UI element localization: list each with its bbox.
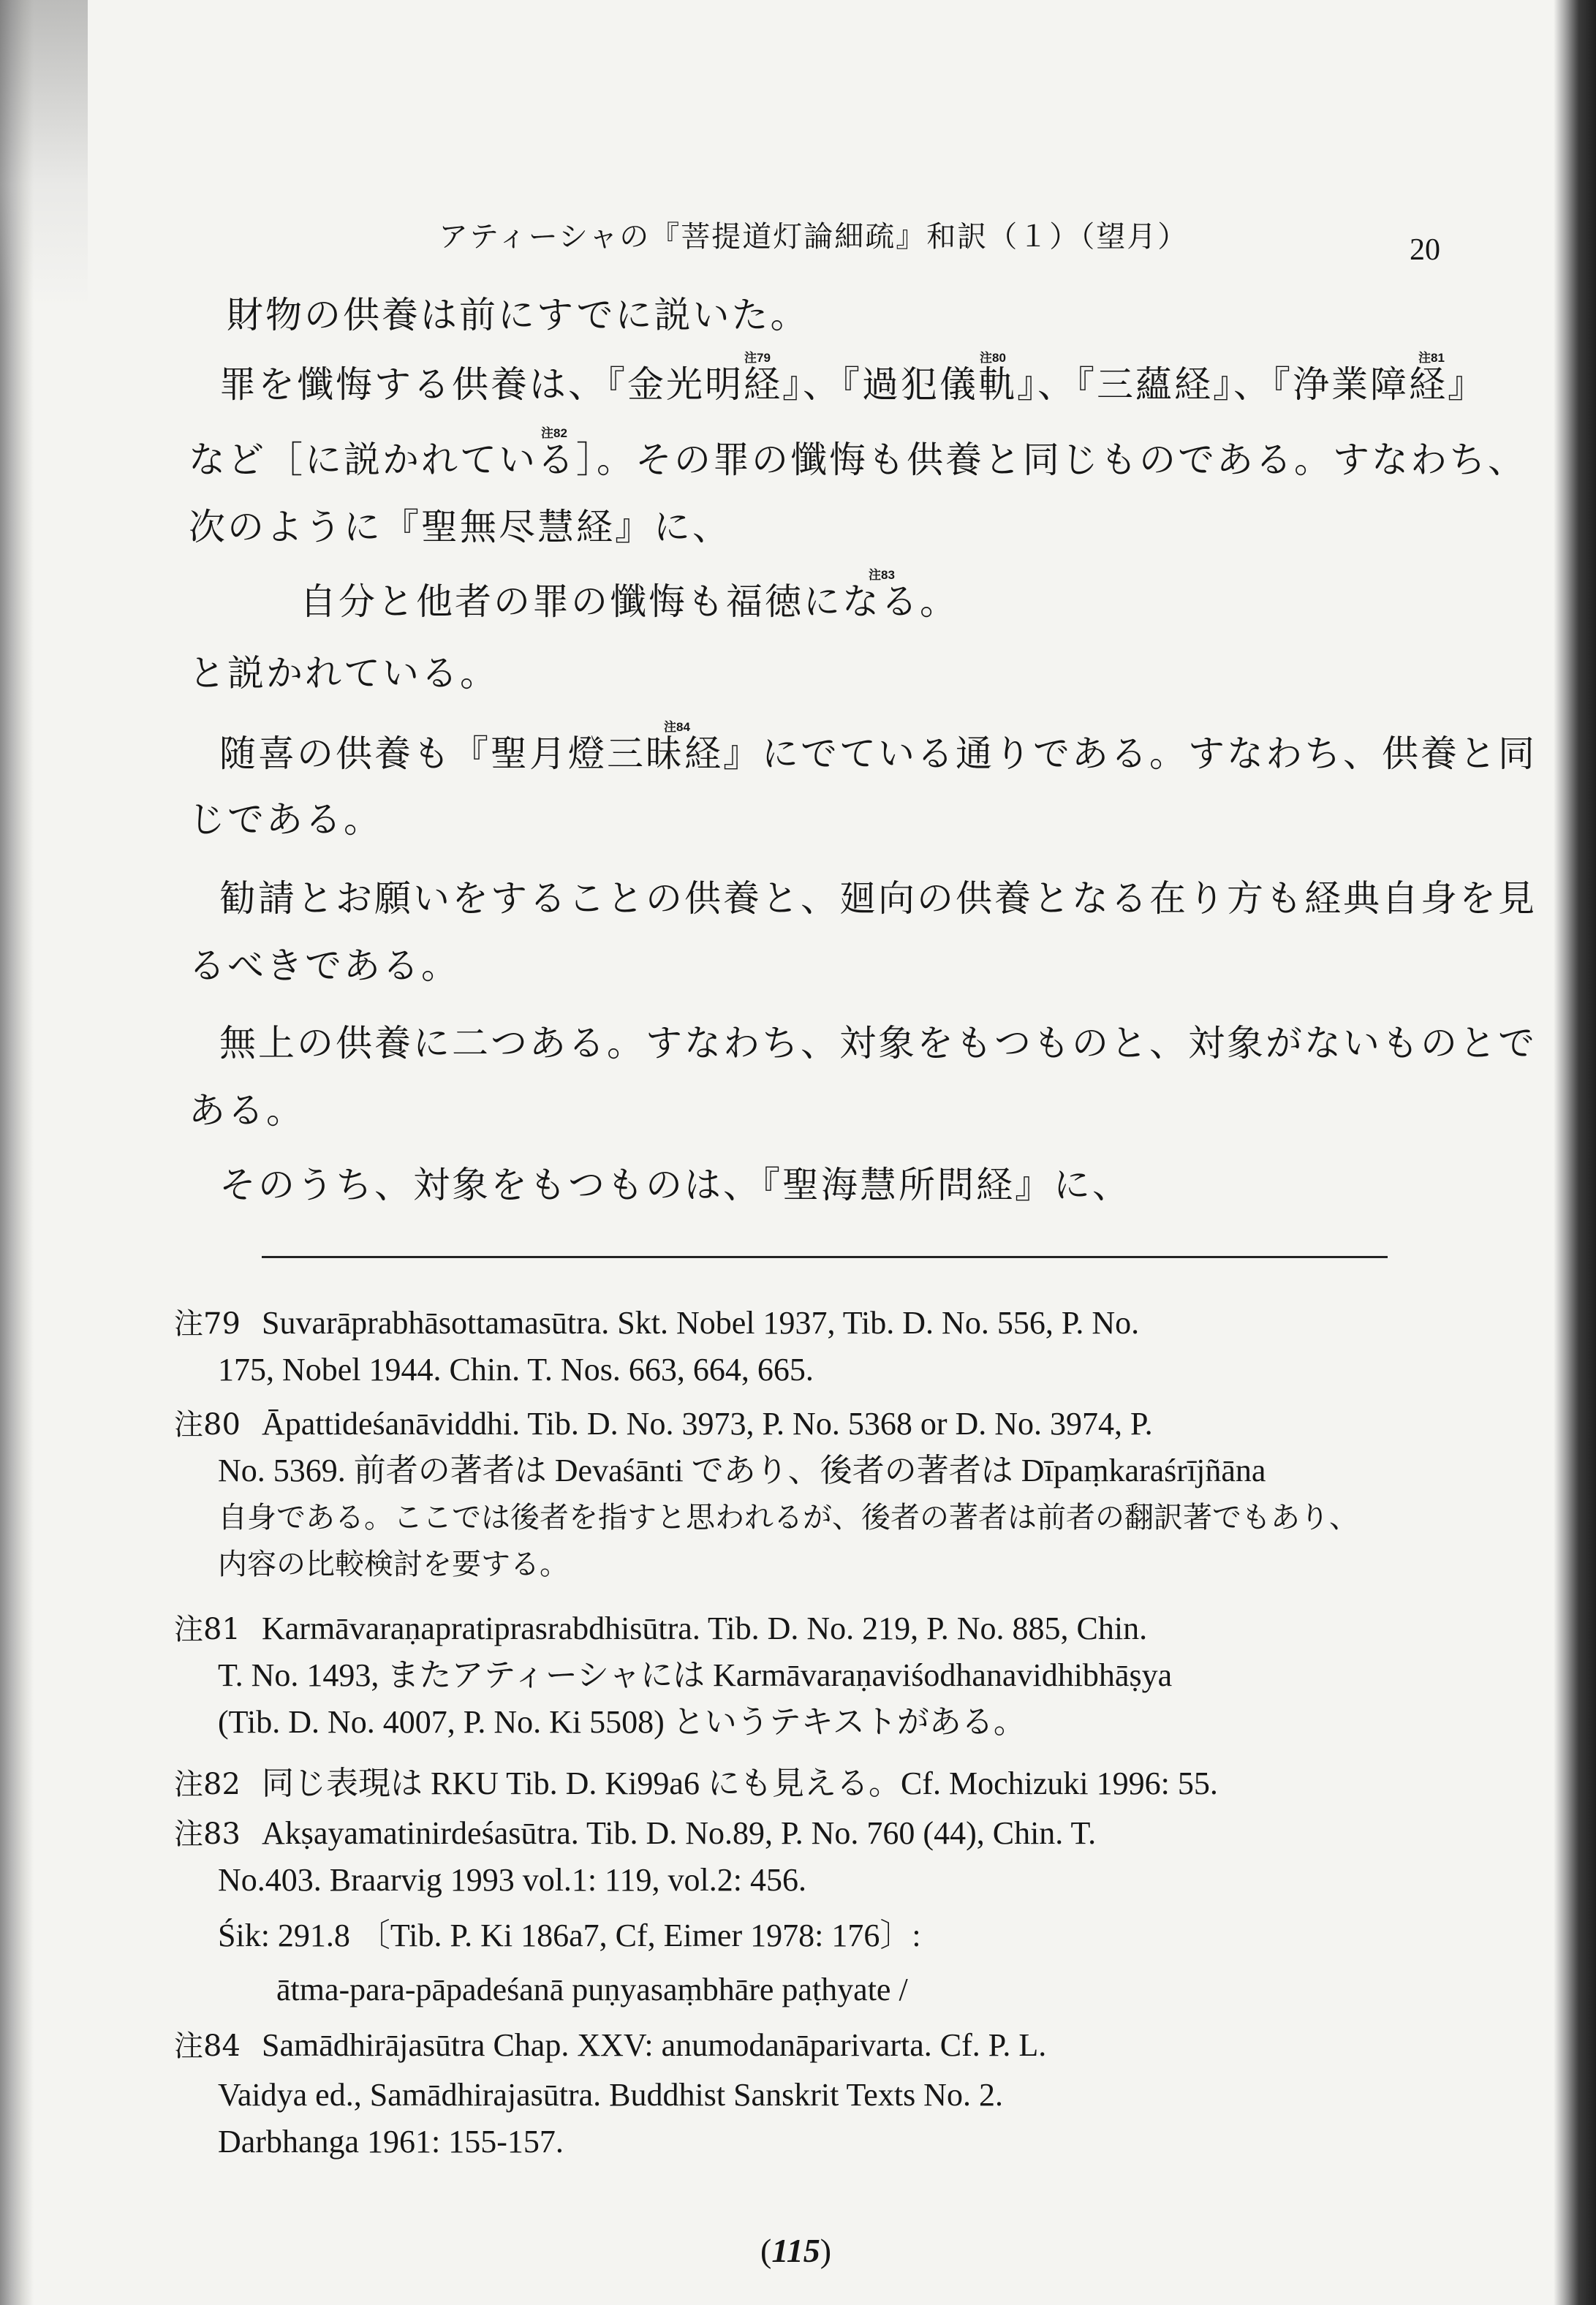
footer-page-number (760, 2231, 831, 2270)
footnote-80-line-3: 自身である。ここでは後者を指すと思われるが、後者の著者は前者の翻訳著でもあり、 (218, 1501, 1358, 1534)
body-line-11: 無上の供養に二つある。すなわち、対象をもつものと、対象がないものとで (219, 1022, 1537, 1064)
footer-page-value: 115 (771, 2232, 820, 2269)
footnote-83 (174, 1810, 1475, 1858)
footnote-84-line-2: Vaidya ed., Samādhirajasūtra. Buddhist Sanskrit Texts No. 2. (218, 2077, 1003, 2113)
footnote-81-line-2: T. No. 1493, またアティーシャには Karmāvaraṇaviśodhanavidhibhāṣya (218, 1657, 1173, 1693)
footnote-82-label: 注82 (174, 1768, 241, 1801)
body-line-9: 勧請とお願いをすることの供養と、廻向の供養となる在り方も経典自身を見 (219, 877, 1537, 920)
body-line-10: るべきである。 (189, 945, 460, 987)
footnote-80-line-1: Āpattideśanāviddhi. Tib. D. No. 3973, P. No. 5368 or D. No. 3974, P. (262, 1406, 1153, 1442)
footnote-82 (174, 1760, 1475, 1808)
note-ref-84[interactable]: 注84 (664, 720, 690, 734)
note-ref-79[interactable]: 注79 (744, 351, 771, 365)
footnote-81-label: 注81 (174, 1613, 241, 1646)
scan-edge-right (1554, 0, 1596, 2305)
footnote-79-line-1: Suvarāprabhāsottamasūtra. Skt. Nobel 1937, Tib. D. No. 556, P. No. (262, 1305, 1140, 1341)
footnote-84 (174, 2022, 1475, 2070)
note-ref-82[interactable]: 注82 (541, 426, 567, 440)
footnote-separator (262, 1256, 1388, 1258)
running-header: アティーシャの『菩提道灯論細疏』和訳（１）（望月） (439, 220, 1189, 254)
note-ref-80[interactable]: 注80 (980, 351, 1006, 365)
footnote-84-line-3: Darbhanga 1961: 155-157. (218, 2124, 564, 2160)
footnote-79 (174, 1300, 1475, 1347)
footnote-84-label: 注84 (174, 2029, 241, 2063)
footnote-83-line-2: No.403. Braarvig 1993 vol.1: 119, vol.2: 456. (218, 1862, 806, 1898)
footnote-79-line-2: 175, Nobel 1944. Chin. T. Nos. 663, 664, 665. (218, 1352, 814, 1388)
footnote-83-label: 注83 (174, 1817, 241, 1851)
body-line-4: 次のように『聖無尽慧経』に、 (189, 506, 731, 548)
footnote-81-line-1: Karmāvaraṇapratiprasrabdhisūtra. Tib. D. No. 219, P. No. 885, Chin. (262, 1611, 1148, 1646)
footnote-80 (174, 1401, 1475, 1448)
footnote-80-line-4: 内容の比較検討を要する。 (218, 1548, 569, 1581)
scan-noise-top-left (0, 0, 88, 307)
body-line-2: 罪を懺悔する供養は、『金光明経』、『過犯儀軌』、『三蘊経』、『浄業障経』 (219, 363, 1486, 406)
body-quote: 自分と他者の罪の懺悔も福徳になる。 (300, 580, 958, 623)
footnote-84-line-1: Samādhirājasūtra Chap. XXV: anumodanāparivarta. Cf. P. L. (262, 2027, 1047, 2063)
body-line-13: そのうち、対象をもつものは、『聖海慧所問経』に、 (219, 1164, 1131, 1206)
footnote-79-label: 注79 (174, 1307, 241, 1341)
footer-paren-close: ) (820, 2232, 832, 2269)
footnote-83-line-3: Śik: 291.8 〔Tib. P. Ki 186a7, Cf, Eimer 1978: 176〕: (218, 1918, 921, 1953)
footnote-80-line-2: No. 5369. 前者の著者は Devaśānti であり、後者の著者は Dīpaṃkaraśrījñāna (218, 1453, 1266, 1488)
body-line-6: と説かれている。 (189, 652, 499, 694)
body-line-12: ある。 (189, 1089, 305, 1132)
footnote-82-line-1: 同じ表現は RKU Tib. D. Ki99a6 にも見える。Cf. Mochizuki 1996: 55. (262, 1765, 1218, 1801)
header-page-number: 20 (1410, 233, 1440, 267)
footnote-81-line-3: (Tib. D. No. 4007, P. No. Ki 5508) というテキストがある。 (218, 1704, 1026, 1740)
footnote-80-label: 注80 (174, 1408, 241, 1442)
footnote-81 (174, 1605, 1475, 1653)
footnote-83-line-4: ātma-para-pāpadeśanā puṇyasaṃbhāre paṭhyate / (276, 1972, 908, 2007)
body-line-1: 財物の供養は前にすでに説いた。 (227, 294, 809, 336)
body-line-3: など［に説かれている］。その罪の懺悔も供養と同じものである。すなわち、 (189, 439, 1527, 481)
body-line-8: じである。 (189, 798, 382, 841)
body-line-7: 随喜の供養も『聖月燈三昧経』にでている通りである。すなわち、供養と同 (219, 733, 1537, 775)
note-ref-81[interactable]: 注81 (1418, 351, 1445, 365)
scan-edge-left (0, 0, 34, 2305)
note-ref-83[interactable]: 注83 (869, 568, 895, 582)
footnote-83-line-1: Akṣayamatinirdeśasūtra. Tib. D. No.89, P. No. 760 (44), Chin. T. (262, 1815, 1097, 1851)
footer-paren-open: ( (760, 2232, 772, 2269)
